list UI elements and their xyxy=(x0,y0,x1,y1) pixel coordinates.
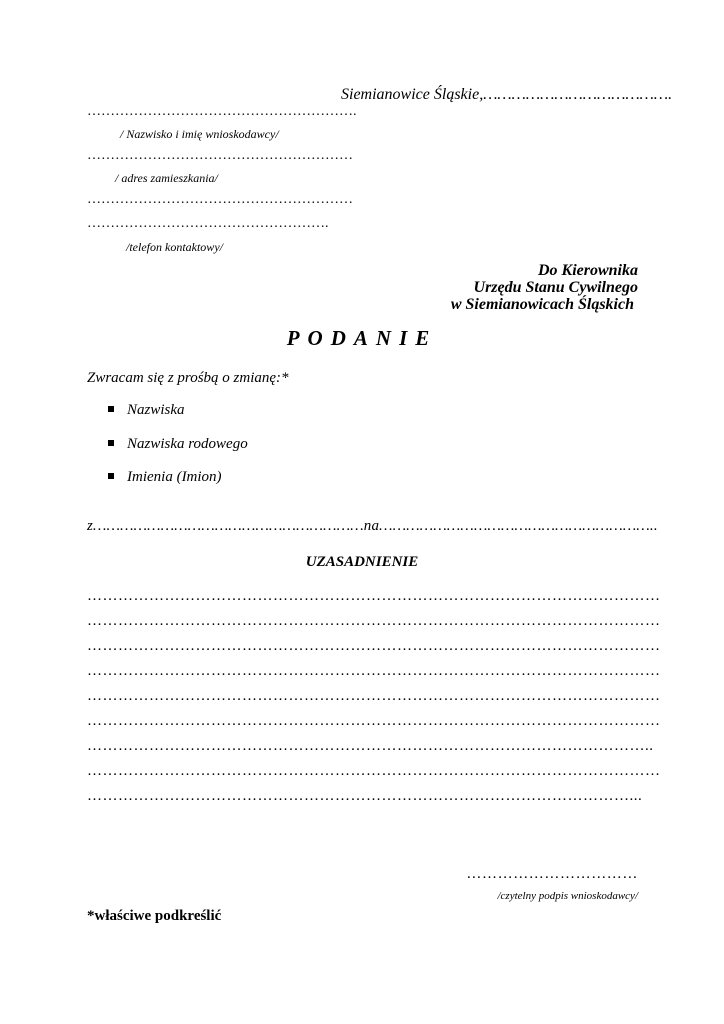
applicant-name-caption: / Nazwisko i imię wnioskodawcy/ xyxy=(120,127,279,141)
bullet-square-icon xyxy=(108,406,114,412)
option-item xyxy=(108,402,185,419)
option-label: Nazwiska rodowego xyxy=(127,436,248,452)
addressee-block xyxy=(451,262,638,313)
footnote: *właściwe podkreślić xyxy=(87,908,222,924)
option-item xyxy=(108,436,248,453)
applicant-address-field-2: ………………………………………………… xyxy=(87,192,353,207)
addressee-line-3: w Siemianowicach Śląskich xyxy=(450,296,634,313)
option-item xyxy=(108,469,222,486)
applicant-name-field: …………………………………………………. xyxy=(87,104,357,119)
signature-caption: /czytelny podpis wnioskodawcy/ xyxy=(497,890,638,902)
bullet-square-icon xyxy=(108,473,114,479)
applicant-phone-caption: /telefon kontaktowy/ xyxy=(126,240,223,254)
justification-line: ……………………………………………………………………………………………….. xyxy=(87,738,654,754)
applicant-address-caption: / adres zamieszkania/ xyxy=(115,171,218,185)
option-label: Imienia (Imion) xyxy=(127,469,222,485)
addressee-line-1: Do Kierownika xyxy=(537,262,638,279)
justification-line: ………………………………………………………………………………………………… xyxy=(87,763,661,779)
justification-line: ………………………………………………………………………………………………… xyxy=(87,588,661,604)
place-date-line: Siemianowice Śląskie,…………………………………. xyxy=(341,86,673,103)
justification-line: ………………………………………………………………………………………………… xyxy=(87,638,661,654)
signature-field: …………………………… xyxy=(466,866,638,882)
applicant-address-field: ………………………………………………… xyxy=(87,148,353,163)
bullet-square-icon xyxy=(108,440,114,446)
document-title: PODANIE xyxy=(286,326,438,350)
justification-heading: UZASADNIENIE xyxy=(305,554,419,570)
addressee-line-2: Urzędu Stanu Cywilnego xyxy=(473,279,638,296)
justification-line: ………………………………………………………………………………………………… xyxy=(87,688,661,704)
justification-line: ………………………………………………………………………………………………… xyxy=(87,613,661,629)
option-label: Nazwiska xyxy=(127,402,185,418)
justification-line: ………………………………………………………………………………………………… xyxy=(87,713,661,729)
applicant-phone-field: ……………………………………………. xyxy=(87,216,329,231)
justification-line: ………………………………………………………………………………………………… xyxy=(87,663,661,679)
justification-line: ……………………………………………………………………………………………... xyxy=(87,788,643,804)
request-intro: Zwracam się z prośbą o zmianę:* xyxy=(87,370,289,386)
change-from-to-line: z……………………………………………………na…………………………………………………….. xyxy=(87,518,658,534)
